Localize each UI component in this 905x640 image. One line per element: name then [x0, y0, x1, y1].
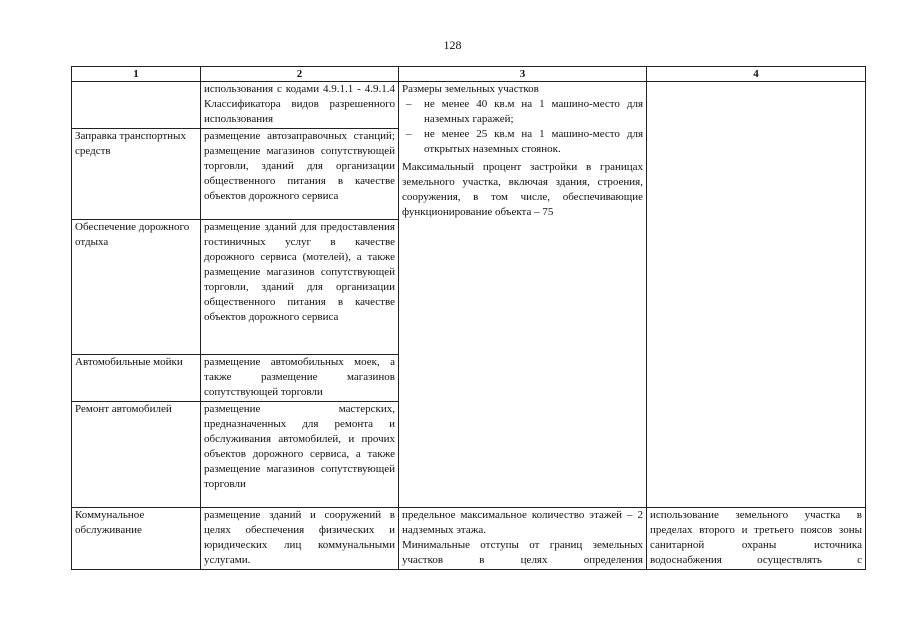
header-row [72, 67, 866, 82]
use-name-cell: Обеспечение дорожного отдыха [72, 220, 201, 355]
use-description-cell: размещение автомобильных моек, а также размещение магазинов сопутствующей торговли [201, 355, 399, 402]
column-header-3: 3 [399, 67, 647, 82]
use-name-cell: Заправка транспортных средств [72, 129, 201, 220]
parameters-cell [399, 82, 647, 508]
use-description-cell: размещение мастерских, предназначенных для ремонта и обслуживания автомобилей, и прочих объектов дорожного сервиса, а также размещение магазинов сопутствующей торговли [201, 402, 399, 508]
parameters-title: Размеры земельных участков [402, 83, 539, 95]
restrictions-cell [647, 82, 866, 508]
coverage-text: Максимальный процент застройки в границах земельного участка, включая здания, строения, сооружения, в том числе, обеспечивающие функционирование объекта – 75 [402, 161, 643, 218]
parameters-list [402, 97, 643, 157]
use-description-cell: размещение автозаправочных станций; размещение магазинов сопутствующей торговли, зданий для организации общественного питания в качестве объектов дорожного сервиса [201, 129, 399, 220]
list-item: – не менее 40 кв.м на 1 машино-место для наземных гаражей; [402, 97, 643, 127]
setbacks-text: Минимальные отступы от границ земельных участков в целях определения [402, 539, 643, 566]
column-header-2: 2 [201, 67, 399, 82]
parameters-cell [399, 508, 647, 570]
use-name-cell: Автомобильные мойки [72, 355, 201, 402]
zoning-table [71, 66, 866, 570]
column-header-1: 1 [72, 67, 201, 82]
restrictions-cell: использование земельного участка в пределах второго и третьего поясов зоны санитарной охраны источника водоснабжения осуществлять с [647, 508, 866, 570]
use-name-cell: Ремонт автомобилей [72, 402, 201, 508]
use-description-cell: размещение зданий для предоставления гостиничных услуг в качестве дорожного сервиса (мотелей), а также размещение магазинов сопутствующей торговли, зданий для организации общественного питания в качестве объектов дорожного сервиса [201, 220, 399, 355]
use-name-cell: Коммунальное обслуживание [72, 508, 201, 570]
use-description-cell: использования с кодами 4.9.1.1 - 4.9.1.4 Классификатора видов разрешенного использования [201, 82, 399, 129]
list-item: – не менее 25 кв.м на 1 машино-место для открытых наземных стоянок. [402, 127, 643, 157]
floors-text: предельное максимальное количество этажей – 2 надземных этажа. [402, 509, 643, 536]
table-row [72, 82, 866, 129]
use-name-cell [72, 82, 201, 129]
table-row [72, 508, 866, 570]
use-description-cell: размещение зданий и сооружений в целях обеспечения физических и юридических лиц коммунальными услугами. [201, 508, 399, 570]
page-number: 128 [443, 38, 462, 52]
column-header-4: 4 [647, 67, 866, 82]
